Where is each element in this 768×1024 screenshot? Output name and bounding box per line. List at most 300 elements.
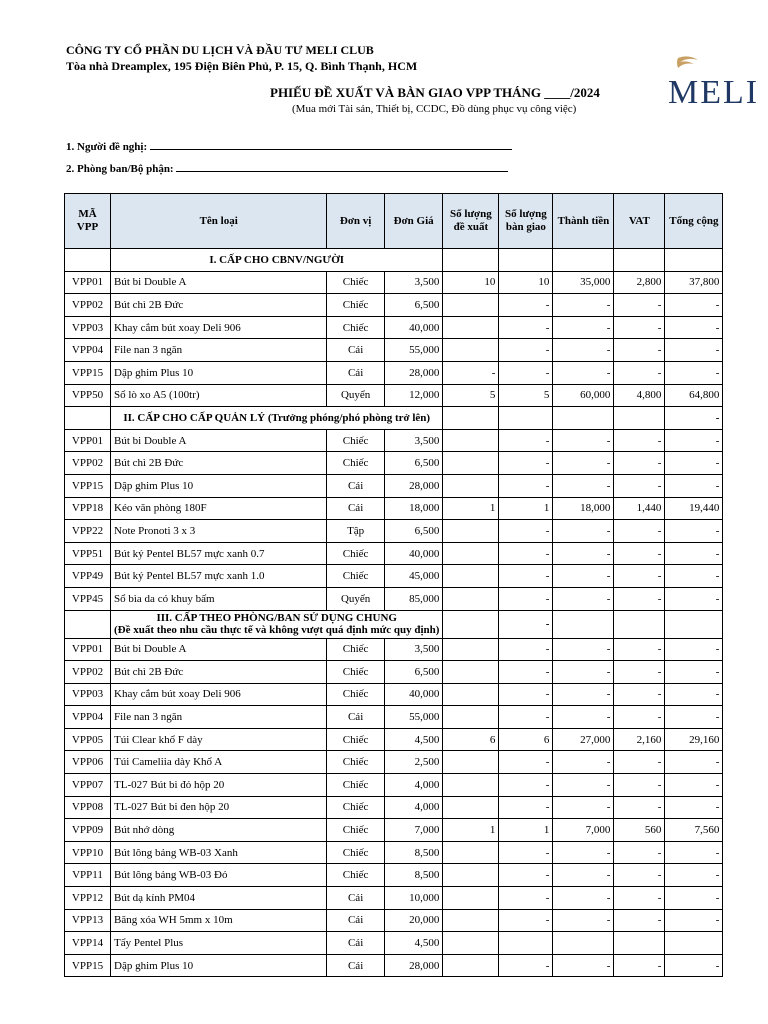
table-cell: Băng xóa WH 5mm x 10m xyxy=(111,909,327,932)
table-cell: Dập ghim Plus 10 xyxy=(111,361,327,384)
section-title-note: (Đề xuất theo nhu cầu thực tế và không vượt quá định mức quy định) xyxy=(114,624,440,636)
table-cell: Chiếc xyxy=(327,661,384,684)
table-cell: 55,000 xyxy=(384,339,443,362)
table-row xyxy=(65,841,723,864)
table-cell xyxy=(665,932,723,955)
table-cell: VPP12 xyxy=(65,887,111,910)
table-cell: VPP03 xyxy=(65,683,111,706)
table-cell: 4,500 xyxy=(384,932,443,955)
table-cell: 6 xyxy=(443,728,499,751)
section-summary-cell xyxy=(614,610,665,638)
table-cell: - xyxy=(665,954,723,977)
table-cell: 6,500 xyxy=(384,520,443,543)
section-title xyxy=(111,407,443,430)
table-row xyxy=(65,683,723,706)
table-cell: VPP04 xyxy=(65,339,111,362)
form-title: PHIẾU ĐỀ XUẤT VÀ BÀN GIAO VPP THÁNG ____/2024 xyxy=(270,85,600,100)
table-cell: Chiếc xyxy=(327,774,384,797)
table-cell: Chiếc xyxy=(327,294,384,317)
table-cell: VPP22 xyxy=(65,520,111,543)
proposer-input[interactable] xyxy=(150,139,512,150)
form-subtitle: (Mua mới Tài sản, Thiết bị, CCDC, Đồ dùng phục vụ công việc) xyxy=(292,103,577,115)
table-row xyxy=(65,384,723,407)
table-cell: Chiếc xyxy=(327,565,384,588)
table-row xyxy=(65,339,723,362)
table-cell: 5 xyxy=(443,384,499,407)
table-cell: VPP08 xyxy=(65,796,111,819)
table-cell: - xyxy=(614,796,665,819)
table-cell: VPP18 xyxy=(65,497,111,520)
table-cell xyxy=(443,683,499,706)
table-row xyxy=(65,909,723,932)
table-cell: 85,000 xyxy=(384,587,443,610)
table-cell: 7,000 xyxy=(384,819,443,842)
table-cell: - xyxy=(499,706,553,729)
table-cell xyxy=(443,796,499,819)
section-code-cell xyxy=(65,407,111,430)
table-cell: - xyxy=(665,796,723,819)
table-cell: 18,000 xyxy=(384,497,443,520)
table-cell: Cái xyxy=(327,954,384,977)
table-cell: Dập ghim Plus 10 xyxy=(111,474,327,497)
table-cell: - xyxy=(499,361,553,384)
table-cell: VPP01 xyxy=(65,271,111,294)
section-summary-cell xyxy=(553,610,614,638)
column-header: Đơn Giá xyxy=(384,194,443,249)
table-cell: - xyxy=(665,706,723,729)
table-cell: 64,800 xyxy=(665,384,723,407)
table-row xyxy=(65,819,723,842)
table-cell: 7,560 xyxy=(665,819,723,842)
table-cell: - xyxy=(499,683,553,706)
table-cell: 19,440 xyxy=(665,497,723,520)
table-cell: - xyxy=(553,452,614,475)
table-cell: - xyxy=(553,339,614,362)
table-cell: - xyxy=(499,520,553,543)
table-cell: - xyxy=(665,565,723,588)
section-code-cell xyxy=(65,249,111,272)
table-cell xyxy=(443,887,499,910)
table-cell: - xyxy=(499,954,553,977)
table-cell: - xyxy=(614,661,665,684)
table-cell: 2,800 xyxy=(614,271,665,294)
table-cell: 6,500 xyxy=(384,661,443,684)
table-cell: - xyxy=(499,887,553,910)
supplies-table xyxy=(64,193,723,977)
table-cell: - xyxy=(665,661,723,684)
table-cell xyxy=(443,909,499,932)
table-cell: 28,000 xyxy=(384,954,443,977)
table-cell: - xyxy=(553,429,614,452)
column-header: Tên loại xyxy=(111,194,327,249)
table-cell: Chiếc xyxy=(327,452,384,475)
table-cell: - xyxy=(614,841,665,864)
table-cell: Sổ bìa da có khuy bấm xyxy=(111,587,327,610)
table-cell: Bút lông bảng WB-03 Đỏ xyxy=(111,864,327,887)
table-cell: Bút bi Double A xyxy=(111,271,327,294)
table-cell: Chiếc xyxy=(327,819,384,842)
column-header: Số lượng bàn giao xyxy=(499,194,553,249)
table-cell: Dập ghim Plus 10 xyxy=(111,954,327,977)
table-row xyxy=(65,774,723,797)
proposer-label: 1. Người đề nghị: xyxy=(66,141,148,153)
table-cell: - xyxy=(499,452,553,475)
table-cell: VPP51 xyxy=(65,542,111,565)
table-cell: 1 xyxy=(499,819,553,842)
table-cell: 10,000 xyxy=(384,887,443,910)
table-cell: 3,500 xyxy=(384,638,443,661)
table-cell: Cái xyxy=(327,932,384,955)
table-cell: Cái xyxy=(327,361,384,384)
section-title-line: I. CẤP CHO CBNV/NGƯỜI xyxy=(209,253,345,266)
table-cell: VPP49 xyxy=(65,565,111,588)
table-cell: - xyxy=(665,774,723,797)
table-cell: TL-027 Bút bi đỏ hộp 20 xyxy=(111,774,327,797)
table-cell: Chiếc xyxy=(327,638,384,661)
table-cell xyxy=(443,474,499,497)
table-cell: 2,160 xyxy=(614,728,665,751)
section-summary-cell xyxy=(553,249,614,272)
table-cell xyxy=(443,774,499,797)
table-cell: File nan 3 ngăn xyxy=(111,339,327,362)
table-cell: - xyxy=(553,954,614,977)
table-cell: - xyxy=(499,774,553,797)
section-summary-cell xyxy=(443,610,499,638)
table-cell: Cái xyxy=(327,887,384,910)
table-cell: - xyxy=(614,542,665,565)
table-cell: - xyxy=(665,751,723,774)
section-summary-cell xyxy=(614,407,665,430)
table-cell: 29,160 xyxy=(665,728,723,751)
table-cell: 55,000 xyxy=(384,706,443,729)
table-cell: Chiếc xyxy=(327,683,384,706)
table-cell: Bút bi Double A xyxy=(111,638,327,661)
table-cell: - xyxy=(499,796,553,819)
table-cell: 1,440 xyxy=(614,497,665,520)
table-row xyxy=(65,706,723,729)
table-cell: Khay cắm bút xoay Deli 906 xyxy=(111,683,327,706)
table-cell: Kéo văn phòng 180F xyxy=(111,497,327,520)
table-cell: VPP45 xyxy=(65,587,111,610)
department-field xyxy=(66,161,508,175)
table-cell: - xyxy=(665,294,723,317)
column-header: Số lượng đề xuất xyxy=(443,194,499,249)
table-cell: - xyxy=(614,452,665,475)
table-cell: Chiếc xyxy=(327,542,384,565)
table-row xyxy=(65,542,723,565)
table-cell: 6 xyxy=(499,728,553,751)
table-cell: - xyxy=(614,909,665,932)
table-cell: VPP03 xyxy=(65,316,111,339)
table-cell xyxy=(443,661,499,684)
table-cell: - xyxy=(499,909,553,932)
table-cell: 4,000 xyxy=(384,796,443,819)
table-cell: - xyxy=(614,683,665,706)
table-cell xyxy=(443,542,499,565)
table-cell: Cái xyxy=(327,497,384,520)
company-logo xyxy=(664,54,768,110)
table-cell: Chiếc xyxy=(327,841,384,864)
table-cell: 28,000 xyxy=(384,474,443,497)
section-summary-cell xyxy=(443,249,499,272)
table-cell xyxy=(443,452,499,475)
table-cell: - xyxy=(499,542,553,565)
table-cell: - xyxy=(614,774,665,797)
column-header: Tổng cộng xyxy=(665,194,723,249)
table-row xyxy=(65,864,723,887)
table-cell: Chiếc xyxy=(327,796,384,819)
table-cell: VPP14 xyxy=(65,932,111,955)
table-cell: - xyxy=(665,542,723,565)
section-header-row xyxy=(65,249,723,272)
column-header: Thành tiền xyxy=(553,194,614,249)
table-row xyxy=(65,497,723,520)
table-cell: - xyxy=(665,474,723,497)
table-cell: Bút chì 2B Đức xyxy=(111,661,327,684)
proposer-field xyxy=(66,139,512,153)
table-row xyxy=(65,661,723,684)
table-cell: Bút dạ kính PM04 xyxy=(111,887,327,910)
table-cell: - xyxy=(553,841,614,864)
table-cell: - xyxy=(614,954,665,977)
table-cell: Bút ký Pentel BL57 mực xanh 0.7 xyxy=(111,542,327,565)
table-cell xyxy=(443,294,499,317)
table-cell xyxy=(614,932,665,955)
table-cell: 37,800 xyxy=(665,271,723,294)
table-cell: - xyxy=(443,361,499,384)
table-cell: 40,000 xyxy=(384,316,443,339)
table-cell: - xyxy=(553,661,614,684)
table-cell: - xyxy=(553,683,614,706)
table-cell: 27,000 xyxy=(553,728,614,751)
table-cell: Bút ký Pentel BL57 mực xanh 1.0 xyxy=(111,565,327,588)
table-cell: 1 xyxy=(443,497,499,520)
table-cell: 560 xyxy=(614,819,665,842)
section-title-line: III. CẤP THEO PHÒNG/BAN SỬ DỤNG CHUNG xyxy=(156,612,397,624)
table-cell: - xyxy=(614,361,665,384)
table-cell: - xyxy=(665,887,723,910)
table-cell: - xyxy=(553,796,614,819)
table-row xyxy=(65,271,723,294)
table-cell xyxy=(443,954,499,977)
table-cell: - xyxy=(499,661,553,684)
table-cell: Chiếc xyxy=(327,728,384,751)
table-cell: VPP07 xyxy=(65,774,111,797)
table-cell: VPP50 xyxy=(65,384,111,407)
table-row xyxy=(65,587,723,610)
table-cell: VPP02 xyxy=(65,661,111,684)
table-row xyxy=(65,638,723,661)
table-cell: 20,000 xyxy=(384,909,443,932)
table-cell: - xyxy=(614,339,665,362)
table-cell: Quyển xyxy=(327,587,384,610)
table-cell xyxy=(443,429,499,452)
section-summary-cell xyxy=(499,249,553,272)
table-cell xyxy=(553,932,614,955)
table-cell: Cái xyxy=(327,339,384,362)
table-cell: VPP13 xyxy=(65,909,111,932)
table-cell: 28,000 xyxy=(384,361,443,384)
table-cell: - xyxy=(499,864,553,887)
table-cell: - xyxy=(614,864,665,887)
table-cell: - xyxy=(499,565,553,588)
table-cell: 12,000 xyxy=(384,384,443,407)
table-body xyxy=(65,249,723,977)
table-cell: - xyxy=(499,316,553,339)
department-input[interactable] xyxy=(176,161,508,172)
table-cell: - xyxy=(665,587,723,610)
table-cell: 5 xyxy=(499,384,553,407)
section-header-row xyxy=(65,610,723,638)
section-summary-cell: - xyxy=(499,610,553,638)
table-cell: - xyxy=(553,542,614,565)
section-title xyxy=(111,249,443,272)
table-cell: Note Pronoti 3 x 3 xyxy=(111,520,327,543)
table-cell: - xyxy=(665,841,723,864)
table-cell xyxy=(443,841,499,864)
table-row xyxy=(65,796,723,819)
section-summary-cell xyxy=(553,407,614,430)
table-cell: - xyxy=(614,294,665,317)
company-name: CÔNG TY CỔ PHẦN DU LỊCH VÀ ĐẦU TƯ MELI CLUB xyxy=(66,43,374,57)
section-summary-cell: - xyxy=(665,407,723,430)
table-cell: Chiếc xyxy=(327,429,384,452)
table-cell xyxy=(443,316,499,339)
table-cell: VPP15 xyxy=(65,361,111,384)
section-summary-cell xyxy=(614,249,665,272)
table-cell: - xyxy=(614,474,665,497)
table-cell: - xyxy=(499,587,553,610)
column-header: MÃ VPP xyxy=(65,194,111,249)
section-header-row xyxy=(65,407,723,430)
table-cell: 4,800 xyxy=(614,384,665,407)
table-cell: 35,000 xyxy=(553,271,614,294)
table-cell: Chiếc xyxy=(327,271,384,294)
section-code-cell xyxy=(65,610,111,638)
table-cell: Tẩy Pentel Plus xyxy=(111,932,327,955)
table-cell: 8,500 xyxy=(384,864,443,887)
table-cell: - xyxy=(614,751,665,774)
table-cell xyxy=(443,587,499,610)
table-row xyxy=(65,452,723,475)
table-cell: 6,500 xyxy=(384,294,443,317)
table-cell: - xyxy=(665,864,723,887)
table-cell: Chiếc xyxy=(327,751,384,774)
table-cell: 10 xyxy=(499,271,553,294)
table-cell xyxy=(499,932,553,955)
table-cell xyxy=(443,706,499,729)
table-cell: VPP15 xyxy=(65,954,111,977)
table-cell: - xyxy=(614,520,665,543)
table-cell xyxy=(443,339,499,362)
table-cell: 60,000 xyxy=(553,384,614,407)
table-cell: VPP04 xyxy=(65,706,111,729)
table-cell: - xyxy=(553,774,614,797)
table-row xyxy=(65,932,723,955)
table-cell: Cái xyxy=(327,706,384,729)
table-row xyxy=(65,728,723,751)
table-cell: 45,000 xyxy=(384,565,443,588)
table-row xyxy=(65,520,723,543)
table-cell: VPP01 xyxy=(65,638,111,661)
table-cell: - xyxy=(665,638,723,661)
table-cell: - xyxy=(499,294,553,317)
section-title-line: II. CẤP CHO CẤP QUẢN LÝ (Trưởng phóng/phó phòng trở lên) xyxy=(123,411,431,424)
table-cell: - xyxy=(553,751,614,774)
table-row xyxy=(65,316,723,339)
table-cell: Túi Cameliia dày Khổ A xyxy=(111,751,327,774)
table-cell: TL-027 Bút bi đen hộp 20 xyxy=(111,796,327,819)
table-row xyxy=(65,294,723,317)
table-cell: - xyxy=(665,452,723,475)
table-cell: - xyxy=(499,474,553,497)
table-row xyxy=(65,751,723,774)
column-header: VAT xyxy=(614,194,665,249)
table-cell: File nan 3 ngăn xyxy=(111,706,327,729)
table-cell: - xyxy=(499,339,553,362)
table-cell: Bút nhớ dòng xyxy=(111,819,327,842)
company-header xyxy=(66,42,417,74)
table-cell: - xyxy=(614,565,665,588)
table-cell: 4,500 xyxy=(384,728,443,751)
table-cell: Cái xyxy=(327,909,384,932)
table-cell: 18,000 xyxy=(553,497,614,520)
table-cell: VPP01 xyxy=(65,429,111,452)
table-cell: - xyxy=(614,706,665,729)
table-cell: - xyxy=(665,683,723,706)
section-title xyxy=(111,610,443,638)
table-cell: 3,500 xyxy=(384,271,443,294)
table-cell: VPP09 xyxy=(65,819,111,842)
table-cell: - xyxy=(665,361,723,384)
table-cell: 7,000 xyxy=(553,819,614,842)
table-cell: - xyxy=(665,429,723,452)
table-cell: 40,000 xyxy=(384,683,443,706)
table-cell: Chiếc xyxy=(327,316,384,339)
table-cell: - xyxy=(553,565,614,588)
table-cell: - xyxy=(553,294,614,317)
table-row xyxy=(65,429,723,452)
table-cell: - xyxy=(614,587,665,610)
table-cell: 1 xyxy=(443,819,499,842)
table-cell: 40,000 xyxy=(384,542,443,565)
table-cell: - xyxy=(665,339,723,362)
table-cell: Tập xyxy=(327,520,384,543)
table-cell: 1 xyxy=(499,497,553,520)
table-row xyxy=(65,361,723,384)
table-cell xyxy=(443,565,499,588)
table-cell: - xyxy=(553,361,614,384)
table-cell: Bút chì 2B Đức xyxy=(111,452,327,475)
table-cell: Quyển xyxy=(327,384,384,407)
table-cell: 6,500 xyxy=(384,452,443,475)
table-cell: 10 xyxy=(443,271,499,294)
table-cell: - xyxy=(614,316,665,339)
table-cell: - xyxy=(499,751,553,774)
table-cell: - xyxy=(614,429,665,452)
table-cell: Sổ lò xo A5 (100tr) xyxy=(111,384,327,407)
table-cell: VPP15 xyxy=(65,474,111,497)
section-summary-cell xyxy=(665,610,723,638)
table-cell: - xyxy=(614,638,665,661)
table-cell: 3,500 xyxy=(384,429,443,452)
table-row xyxy=(65,565,723,588)
table-cell: - xyxy=(553,864,614,887)
table-row xyxy=(65,954,723,977)
table-cell xyxy=(443,932,499,955)
column-header: Đơn vị xyxy=(327,194,384,249)
table-cell: 8,500 xyxy=(384,841,443,864)
